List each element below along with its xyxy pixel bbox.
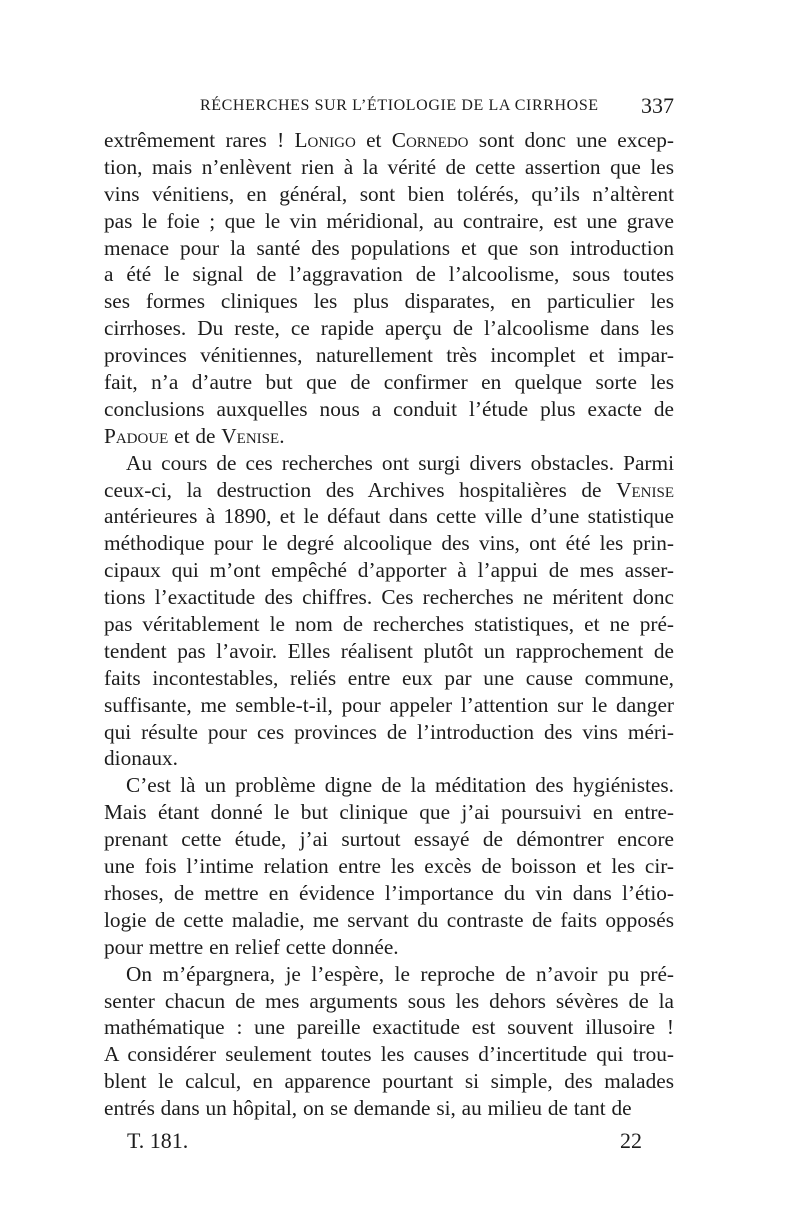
text-line: [104, 288, 674, 315]
text-line: [104, 826, 674, 853]
text-run: antérieures à 1890, et le défaut dans cette ville d’une statistique: [104, 504, 674, 529]
text-line: [104, 934, 674, 961]
text-line: [104, 772, 674, 799]
text-run: pas le foie ; que le vin méridional, au contraire, est une grave: [104, 208, 674, 233]
text-line: [104, 907, 674, 934]
text-line: [104, 154, 674, 181]
text-line: [104, 261, 674, 288]
text-run: rhoses, de mettre en évidence l’importance du vin dans l’étio-: [104, 880, 674, 905]
text-run: qui résulte pour ces provinces de l’introduction des vins méri-: [104, 719, 674, 744]
text-line: [104, 1041, 674, 1068]
text-line: [104, 1068, 674, 1095]
text-run: vins vénitiens, en général, sont bien tolérés, qu’ils n’altèrent: [104, 181, 674, 206]
text-run: a été le signal de l’aggravation de l’alcoolisme, sous toutes: [104, 262, 674, 287]
text-line: [104, 611, 674, 638]
text-line: [104, 423, 674, 450]
text-line: [104, 530, 674, 557]
text-line: [104, 692, 674, 719]
text-line: [104, 745, 674, 772]
text-run: entrés dans un hôpital, on se demande si, au milieu de tant de: [104, 1096, 632, 1121]
text-run: C’est là un problème digne de la méditation des hygiénistes.: [126, 773, 674, 798]
text-line: [104, 557, 674, 584]
text-run: mathématique : une pareille exactitude est souvent illusoire !: [104, 1015, 674, 1040]
text-run: Au cours de ces recherches ont surgi divers obstacles. Parmi: [126, 450, 674, 475]
small-caps-name: Venise: [221, 423, 280, 448]
page-number: 337: [641, 93, 674, 118]
text-run: suffisante, me semble-t-il, pour appeler l’attention sur le danger: [104, 692, 674, 717]
text-run: et: [355, 128, 392, 152]
text-line: [104, 450, 674, 477]
text-line: [104, 477, 674, 504]
small-caps-name: Padoue: [104, 423, 169, 448]
text-line: [104, 396, 674, 423]
text-line: [104, 638, 674, 665]
text-line: [104, 665, 674, 692]
text-run: faits incontestables, reliés entre eux par une cause commune,: [104, 665, 674, 690]
text-line: [104, 584, 674, 611]
text-line: [104, 880, 674, 907]
signature-mark: T. 181.: [127, 1128, 189, 1153]
paragraph: [104, 961, 674, 1122]
text-run: blent le calcul, en apparence pourtant si simple, des malades: [104, 1069, 674, 1094]
sheet-number: 22: [620, 1128, 642, 1153]
text-line: [104, 988, 674, 1015]
text-run: tion, mais n’enlèvent rien à la vérité de cette assertion que les: [104, 154, 674, 179]
paragraph: [104, 772, 674, 960]
text-run: senter chacun de mes arguments sous les dehors sévères de la: [104, 988, 674, 1013]
text-run: On m’épargnera, je l’espère, le reproche de n’avoir pu pré-: [126, 961, 674, 986]
text-run: conclusions auxquelles nous a conduit l’étude plus exacte de: [104, 396, 674, 421]
text-run: fait, n’a d’autre but que de confirmer en quelque sorte les: [104, 370, 674, 395]
text-line: [104, 127, 674, 154]
body-text: [104, 127, 674, 1122]
text-run: pas véritablement le nom de recherches statistiques, et ne pré-: [104, 612, 674, 637]
text-run: cipaux qui m’ont empêché d’apporter à l’appui de mes asser-: [104, 558, 674, 583]
text-run: prenant cette étude, j’ai surtout essayé de démontrer encore: [104, 827, 674, 852]
text-run: tions l’exactitude des chiffres. Ces recherches ne méritent donc: [104, 585, 674, 610]
text-run: Mais étant donné le but clinique que j’ai poursuivi en entre-: [104, 800, 674, 825]
small-caps-name: Cornedo: [391, 128, 469, 152]
text-line: [104, 799, 674, 826]
text-run: logie de cette maladie, me servant du contraste de faits opposés: [104, 907, 674, 932]
text-run: extrêmement rares !: [104, 128, 295, 152]
text-line: [104, 719, 674, 746]
text-run: sont donc une excep-: [468, 128, 674, 152]
text-run: provinces vénitiennes, naturellement très incomplet et impar-: [104, 343, 674, 368]
text-run: cirrhoses. Du reste, ce rapide aperçu de l’alcoolisme dans les: [104, 316, 674, 341]
text-line: [104, 853, 674, 880]
text-run: ceux-ci, la destruction des Archives hospitalières de: [104, 477, 617, 502]
text-run: ses formes cliniques les plus disparates, en particulier les: [104, 289, 674, 314]
text-line: [104, 315, 674, 342]
text-line: [104, 961, 674, 988]
text-line: [104, 1095, 674, 1122]
text-line: [104, 342, 674, 369]
text-run: A considérer seulement toutes les causes d’incertitude qui trou-: [104, 1042, 674, 1067]
paragraph: [104, 127, 674, 450]
running-head: [104, 93, 674, 127]
text-line: [104, 369, 674, 396]
running-title: RÉCHERCHES SUR L’ÉTIOLOGIE DE LA CIRRHOSE: [200, 97, 599, 114]
text-run: méthodique pour le degré alcoolique des vins, ont été les prin-: [104, 531, 674, 556]
text-line: [104, 208, 674, 235]
paragraph: [104, 450, 674, 773]
small-caps-name: Venise: [616, 477, 674, 502]
text-run: dionaux.: [104, 746, 178, 771]
text-run: tendent pas l’avoir. Elles réalisent plutôt un rapprochement de: [104, 638, 674, 663]
text-line: [104, 1014, 674, 1041]
page-footer: [127, 1128, 642, 1158]
text-line: [104, 235, 674, 262]
text-run: une fois l’intime relation entre les excès de boisson et les cir-: [104, 854, 674, 879]
text-run: et de: [168, 423, 222, 448]
text-line: [104, 503, 674, 530]
small-caps-name: Lonigo: [294, 128, 356, 152]
text-run: menace pour la santé des populations et que son introduction: [104, 235, 674, 260]
text-line: [104, 181, 674, 208]
text-run: pour mettre en relief cette donnée.: [104, 934, 399, 959]
text-run: .: [279, 423, 285, 448]
